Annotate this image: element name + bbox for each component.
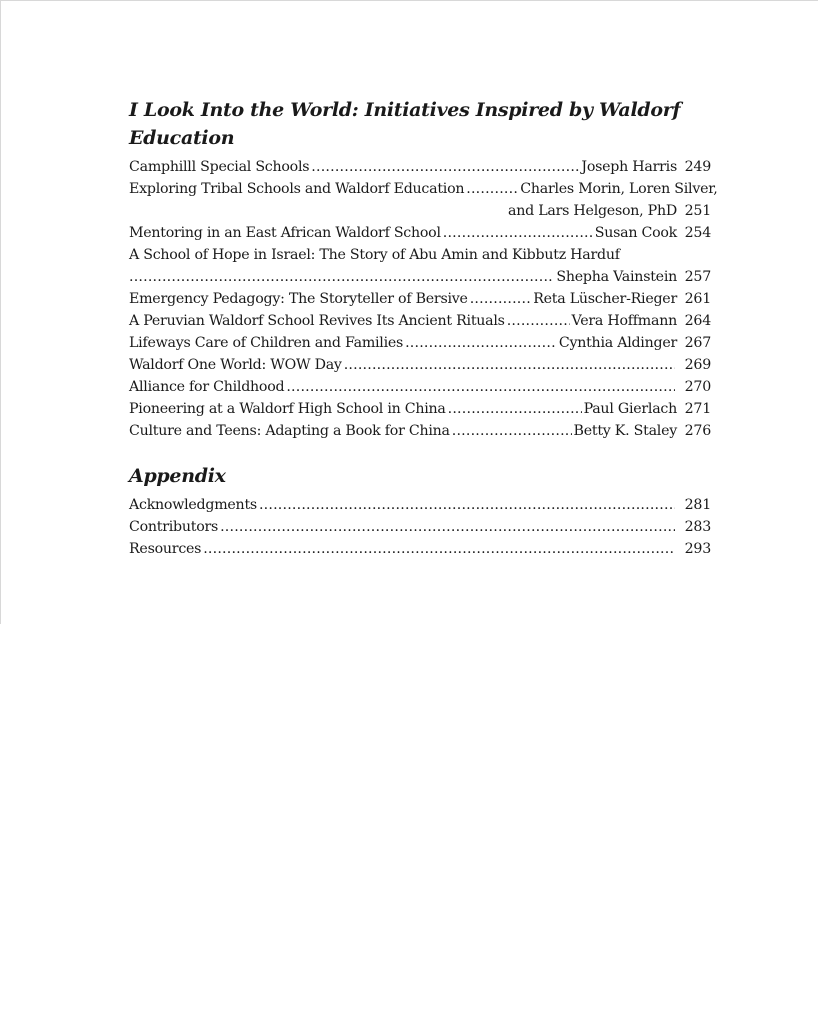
toc-entry[interactable] xyxy=(129,244,711,288)
entry-title: Camphilll Special Schools xyxy=(129,159,310,175)
section-heading-appendix: Appendix xyxy=(129,465,226,487)
dot-leader xyxy=(286,376,675,398)
toc-entry[interactable] xyxy=(129,420,711,442)
entry-title: Mentoring in an East African Waldorf School xyxy=(129,225,441,241)
dot-leader xyxy=(203,538,675,560)
toc-list-initiatives xyxy=(129,156,718,442)
section-heading-initiatives: I Look Into the World: Initiatives Inspired by Waldorf Education xyxy=(129,99,681,149)
entry-title: Alliance for Childhood xyxy=(129,379,285,395)
dot-leader xyxy=(405,332,557,354)
entry-page-number: 281 xyxy=(684,497,711,513)
dot-leader xyxy=(220,516,675,538)
entry-title: Exploring Tribal Schools and Waldorf Education xyxy=(129,181,465,197)
entry-title: Culture and Teens: Adapting a Book for China xyxy=(129,423,450,439)
toc-entry[interactable] xyxy=(129,332,711,354)
entry-title: A School of Hope in Israel: The Story of Abu Amin and Kibbutz Harduf xyxy=(129,247,620,263)
dot-leader xyxy=(466,178,518,200)
entry-page-number: 283 xyxy=(684,519,711,535)
entry-author: Cynthia Aldinger xyxy=(558,335,677,351)
entry-page-number: 267 xyxy=(684,335,711,351)
entry-page-number: 249 xyxy=(684,159,711,175)
entry-page-number: 264 xyxy=(684,313,711,329)
entry-page-number: 270 xyxy=(684,379,711,395)
toc-entry[interactable] xyxy=(129,376,711,398)
entry-author: Vera Hoffmann xyxy=(571,313,677,329)
dot-leader xyxy=(443,222,593,244)
dot-leader xyxy=(507,310,570,332)
dot-leader xyxy=(129,266,554,288)
toc-entry[interactable] xyxy=(129,354,711,376)
entry-author: Susan Cook xyxy=(594,225,677,241)
toc-entry[interactable] xyxy=(129,538,711,560)
toc-entry[interactable] xyxy=(129,398,711,420)
entry-author: Betty K. Staley xyxy=(573,423,677,439)
toc-entry[interactable] xyxy=(129,178,718,222)
entry-page-number: 271 xyxy=(684,401,711,417)
entry-author: Charles Morin, Loren Silver, xyxy=(520,181,718,197)
dot-leader xyxy=(259,494,675,516)
page-edge-left xyxy=(0,0,1,624)
entry-title: Lifeways Care of Children and Families xyxy=(129,335,404,351)
entry-title: A Peruvian Waldorf School Revives Its Ancient Rituals xyxy=(129,313,505,329)
entry-page-number: 254 xyxy=(684,225,711,241)
toc-entry[interactable] xyxy=(129,156,711,178)
dot-leader xyxy=(311,156,579,178)
entry-page-number: 293 xyxy=(684,541,711,557)
entry-title: Acknowledgments xyxy=(129,497,257,513)
dot-leader xyxy=(344,354,675,376)
toc-entry[interactable] xyxy=(129,222,711,244)
page-edge-top xyxy=(0,0,818,1)
entry-title: Resources xyxy=(129,541,202,557)
entry-page-number: 276 xyxy=(684,423,711,439)
entry-page-number: 257 xyxy=(684,269,711,285)
entry-author: Joseph Harris xyxy=(581,159,677,175)
entry-title: Contributors xyxy=(129,519,219,535)
entry-author: Paul Gierlach xyxy=(583,401,677,417)
entry-page-number: 251 xyxy=(684,203,711,219)
entry-page-number: 269 xyxy=(684,357,711,373)
entry-author-continued: and Lars Helgeson, PhD xyxy=(508,203,677,219)
table-of-contents xyxy=(129,96,718,560)
toc-list-appendix xyxy=(129,494,711,560)
toc-entry[interactable] xyxy=(129,288,711,310)
entry-page-number: 261 xyxy=(684,291,711,307)
entry-title: Emergency Pedagogy: The Storyteller of Bersive xyxy=(129,291,468,307)
entry-author: Reta Lüscher-Rieger xyxy=(533,291,677,307)
entry-author: Shepha Vainstein xyxy=(556,269,677,285)
entry-title: Waldorf One World: WOW Day xyxy=(129,357,342,373)
toc-entry[interactable] xyxy=(129,494,711,516)
dot-leader xyxy=(470,288,532,310)
toc-entry[interactable] xyxy=(129,310,711,332)
dot-leader xyxy=(452,420,572,442)
toc-entry[interactable] xyxy=(129,516,711,538)
entry-title: Pioneering at a Waldorf High School in China xyxy=(129,401,446,417)
dot-leader xyxy=(448,398,582,420)
